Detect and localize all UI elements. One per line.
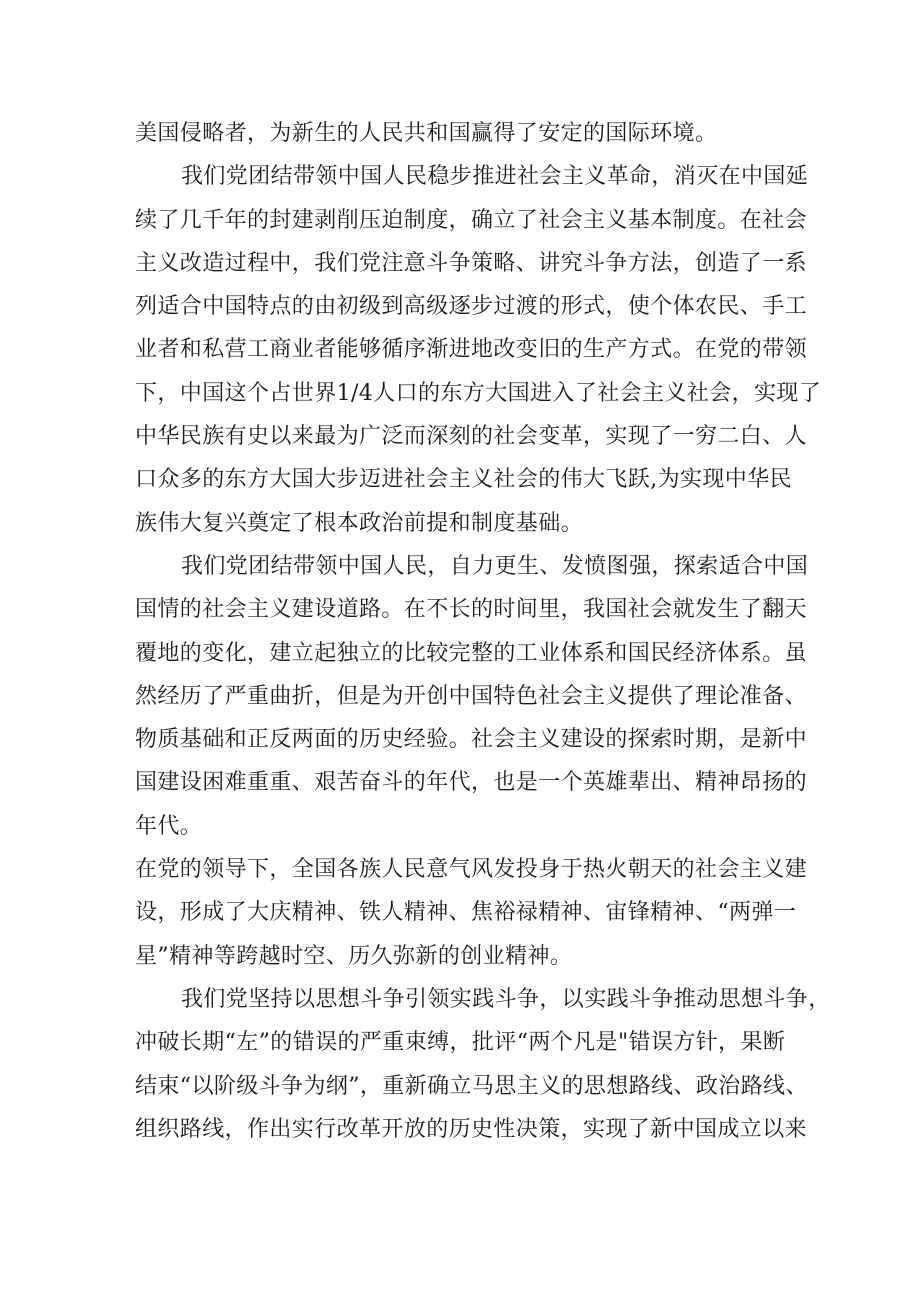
paragraph-first-line: 我们党坚持以思想斗争引领实践斗争，以实践斗争推动思想斗争， [181,986,831,1012]
paragraph-first-line: 我们党团结带领中国人民稳步推进社会主义革命，消灭在中国延 [181,164,809,190]
text-line: 星”精神等跨越时空、历久弥新的创业精神。 [135,943,573,969]
text-line: 业者和私营工商业者能够循序渐进地改变旧的生产方式。在党的带领 [135,337,808,363]
text-line: 口众多的东方大国大步迈进社会主义社会的伟大飞跃,为实现中华民 [135,467,792,493]
text-line: 续了几千年的封建剥削压迫制度，确立了社会主义基本制度。在社会 [135,207,808,233]
text-line: 然经历了严重曲折，但是为开创中国特色社会主义提供了理论准备、 [135,683,808,709]
text-line: 族伟大复兴奠定了根本政治前提和制度基础。 [135,510,584,536]
text-line: 主义改造过程中，我们党注意斗争策略、讲究斗争方法，创造了一系 [135,250,808,276]
text-line: 覆地的变化，建立起独立的比较完整的工业体系和国民经济体系。虽 [135,640,808,666]
text-line: 冲破长期“左”的错误的严重束缚，批评“两个凡是"错误方针，果断 [135,1030,786,1056]
paragraph-first-line: 我们党团结带领中国人民，自力更生、发愤图强，探索适合中国 [181,553,809,579]
text-line: 美国侵略者，为新生的人民共和国赢得了安定的国际环境。 [135,121,718,146]
text-line: 组织路线，作出实行改革开放的历史性决策，实现了新中国成立以来 [135,1116,808,1142]
text-line: 国情的社会主义建设道路。在不长的时间里，我国社会就发生了翻天 [135,597,808,623]
text-line: 设，形成了大庆精神、铁人精神、焦裕禄精神、宙锋精神、“两弹一 [135,900,797,926]
text-line: 结束“以阶级斗争为纲”，重新确立马思主义的思想路线、政治路线、 [135,1073,808,1099]
text-line: 列适合中国特点的由初级到高级逐步过渡的形式，使个体农民、手工 [135,294,808,320]
text-line: 国建设困难重重、艰苦奋斗的年代，也是一个英雄辈出、精神昂扬的 [135,770,808,796]
text-line: 下，中国这个占世界1/4人口的东方大国进入了社会主义社会，实现了 [135,380,822,406]
text-line: 年代。 [135,813,203,839]
text-line: 物质基础和正反两面的历史经验。社会主义建设的探索时期，是新中 [135,727,808,753]
text-line: 中华民族有史以来最为广泛而深刻的社会变革，实现了一穷二白、人 [135,424,808,450]
paragraph-first-line: 在党的领导下，全国各族人民意气风发投身于热火朝天的社会主义建 [135,857,808,883]
document-body [135,112,831,1151]
